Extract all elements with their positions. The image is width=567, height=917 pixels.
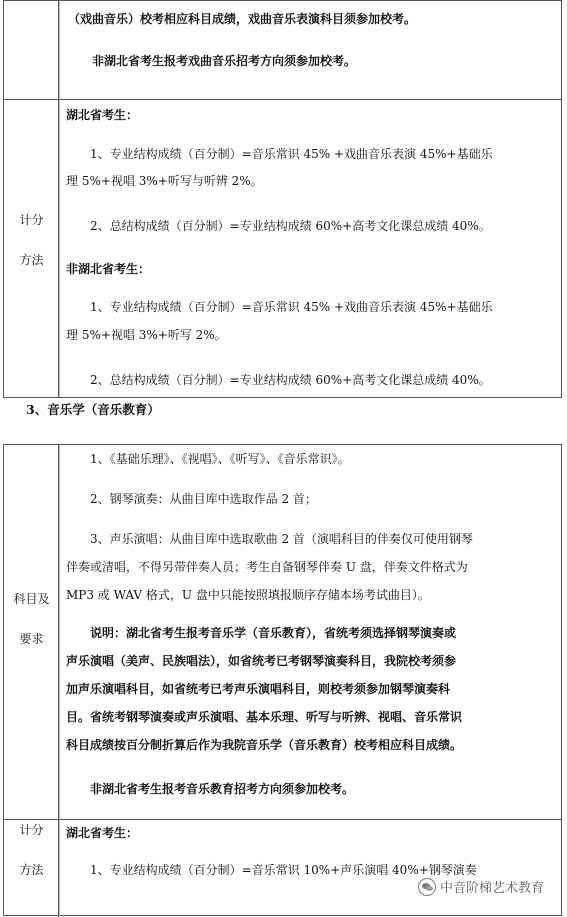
req-item2: 2、钢琴演奏：从曲目库中选取作品 2 首； — [90, 492, 317, 506]
scoring-table-xiqu — [3, 0, 562, 398]
hubei-title: 湖北省考生： — [66, 108, 139, 122]
nonhubei-item2: 2、总结构成绩（百分制）=专业结构成绩 60%+高考文化课总成绩 40%。 — [90, 373, 491, 387]
note-line2: 声乐演唱（美声、民族唱法），如省统考已考钢琴演奏科目，我院校考须参 — [66, 654, 457, 668]
hubei-item1-cont: 理 5%+视唱 3%+听写与听辨 2%。 — [66, 174, 263, 188]
hubei-item2: 2、总结构成绩（百分制）=专业结构成绩 60%+高考文化课总成绩 40%。 — [90, 219, 491, 233]
scoring-table-music-education — [3, 444, 562, 916]
label-cell-empty — [4, 1, 59, 99]
requirements-row — [4, 445, 561, 819]
note-line3: 加声乐演唱科目，如省统考已考声乐演唱科目，则校考须参加钢琴演奏科 — [66, 682, 451, 696]
content-cell — [59, 820, 561, 917]
section-heading: 3、音乐学（音乐教育） — [26, 402, 160, 417]
scoring-label-line1: 计分 — [19, 823, 44, 837]
note-line6: 非湖北省考生报考音乐教育招考方向须参加校考。 — [90, 782, 355, 796]
requirements-label-line1: 科目及 — [13, 592, 50, 606]
req-item1: 1、《基础乐理》、《视唱》、《听写》、《音乐常识》。 — [90, 452, 350, 466]
hubei-title: 湖北省考生： — [66, 826, 139, 840]
scoring-label-line1: 计分 — [19, 213, 44, 227]
label-cell-scoring — [4, 820, 59, 917]
scoring-row — [4, 819, 561, 917]
content-cell — [59, 445, 561, 819]
requirements-label-line2: 要求 — [19, 632, 44, 646]
note-line4: 目。省统考钢琴演奏或声乐演唱、基本乐理、听写与听辨、视唱、音乐常识 — [66, 710, 463, 724]
wechat-icon — [418, 878, 436, 896]
note-line5: 科目成绩按百分制折算后作为我院音乐学（音乐教育）校考相应科目成绩。 — [66, 738, 463, 752]
req-item3-cont1: 伴奏或清唱，不得另带伴奏人员；考生自备钢琴伴奏 U 盘，伴奏文件格式为 — [66, 560, 468, 574]
content-cell — [59, 100, 561, 397]
watermark — [418, 877, 544, 896]
hubei-item1: 1、专业结构成绩（百分制）=音乐常识 45% +戏曲音乐表演 45%+基础乐 — [90, 147, 493, 161]
requirement-text: （戏曲音乐）校考相应科目成绩，戏曲音乐表演科目须参加校考。 — [68, 12, 417, 26]
label-cell-requirements — [4, 445, 59, 819]
scoring-row — [4, 99, 561, 397]
requirements-row-continued — [4, 1, 561, 99]
scoring-label-line2: 方法 — [19, 863, 44, 877]
hubei-item1: 1、专业结构成绩（百分制）=音乐常识 10%+声乐演唱 40%+钢琴演奏 — [90, 863, 477, 877]
label-cell-scoring — [4, 100, 59, 397]
nonhubei-title: 非湖北省考生： — [66, 262, 151, 276]
req-item3: 3、声乐演唱：从曲目库中选取歌曲 2 首（演唱科目的伴奏仅可使用钢琴 — [90, 532, 473, 546]
req-item3-cont2: MP3 或 WAV 格式，U 盘中只能按照填报顺序存储本场考试曲目）。 — [66, 588, 430, 602]
non-hubei-note: 非湖北省考生报考戏曲音乐招考方向须参加校考。 — [92, 54, 357, 68]
watermark-text: 中音阶梯艺术教育 — [440, 881, 545, 896]
scoring-label-line2: 方法 — [19, 253, 44, 267]
content-cell — [59, 1, 561, 99]
nonhubei-item1: 1、专业结构成绩（百分制）=音乐常识 45% +戏曲音乐表演 45%+基础乐 — [90, 300, 493, 314]
nonhubei-item1-cont: 理 5%+视唱 3%+听写 2%。 — [66, 328, 227, 342]
note-line1: 说明：湖北省考生报考音乐学（音乐教育），省统考须选择钢琴演奏或 — [90, 626, 457, 640]
